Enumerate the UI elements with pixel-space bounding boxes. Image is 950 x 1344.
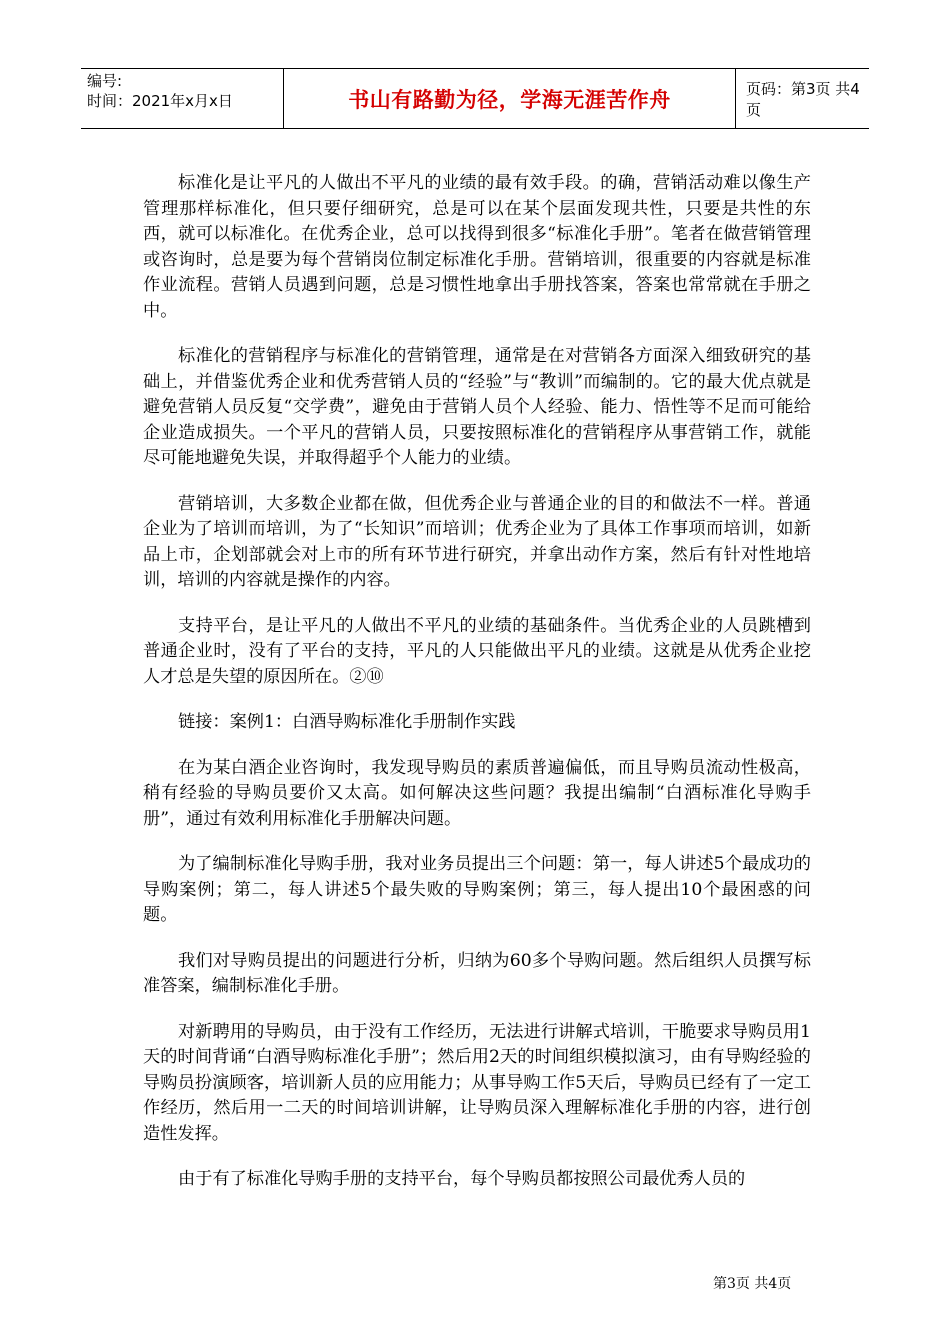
- document-number-label: 编号:: [87, 72, 123, 90]
- header-page-cell: [736, 69, 869, 128]
- header-motto-cell: [284, 69, 736, 128]
- footer-page-number: 第3页 共4页: [713, 1276, 792, 1292]
- header-page-label: 页码：第3页 共4页: [746, 79, 860, 119]
- header-motto: 书山有路勤为径，学海无涯苦作舟: [348, 87, 671, 112]
- document-body: [143, 171, 811, 1213]
- page-header: [81, 68, 869, 129]
- body-paragraph: 我们对导购员提出的问题进行分析，归纳为60多个导购问题。然后组织人员撰写标准答案，编制标准化手册。: [143, 950, 811, 996]
- document-time-label: 时间：2021年x月x日: [87, 92, 233, 110]
- body-paragraph: 标准化的营销程序与标准化的营销管理，通常是在对营销各方面深入细致研究的基础上，并借鉴优秀企业和优秀营销人员的“经验”与“教训”而编制的。它的最大优点就是避免营销人员反复“交学费”，避免由于营销人员个人经验、能力、悟性等不足而可能给企业造成损失。一个平凡的营销人员，只要按照标准化的营销程序从事营销工作，就能尽可能地避免失误，并取得超乎个人能力的业绩。: [143, 346, 811, 468]
- body-paragraph: 标准化是让平凡的人做出不平凡的业绩的最有效手段。的确，营销活动难以像生产管理那样标准化，但只要仔细研究，总是可以在某个层面发现共性，只要是共性的东西，就可以标准化。在优秀企业，总可以找得到很多“标准化手册”。笔者在做营销管理或咨询时，总是要为每个营销岗位制定标准化手册。营销培训，很重要的内容就是标准作业流程。营销人员遇到问题，总是习惯性地拿出手册找答案，答案也常常就在手册之中。: [143, 173, 811, 321]
- body-paragraph: 对新聘用的导购员，由于没有工作经历，无法进行讲解式培训，干脆要求导购员用1天的时间背诵“白酒导购标准化手册”；然后用2天的时间组织模拟演习，由有导购经验的导购员扮演顾客，培训新人员的应用能力；从事导购工作5天后，导购员已经有了一定工作经历，然后用一二天的时间培训讲解，让导购员深入理解标准化手册的内容，进行创造性发挥。: [143, 1021, 811, 1144]
- body-paragraph: 营销培训，大多数企业都在做，但优秀企业与普通企业的目的和做法不一样。普通企业为了培训而培训，为了“长知识”而培训；优秀企业为了具体工作事项而培训，如新品上市，企划部就会对上市的所有环节进行研究，并拿出动作方案，然后有针对性地培训，培训的内容就是操作的内容。: [143, 493, 811, 590]
- body-paragraph: 为了编制标准化导购手册，我对业务员提出三个问题：第一，每人讲述5个最成功的导购案例；第二，每人讲述5个最失败的导购案例；第三，每人提出10个最困惑的问题。: [143, 854, 811, 925]
- header-meta-cell: [81, 69, 284, 128]
- case-link-heading: 链接：案例1：白酒导购标准化手册制作实践: [178, 712, 516, 732]
- body-paragraph: 支持平台，是让平凡的人做出不平凡的业绩的基础条件。当优秀企业的人员跳槽到普通企业时，没有了平台的支持，平凡的人只能做出平凡的业绩。这就是从优秀企业挖人才总是失望的原因所在。②⑩: [143, 615, 811, 687]
- page-footer: [713, 1273, 791, 1293]
- body-paragraph: 由于有了标准化导购手册的支持平台，每个导购员都按照公司最优秀人员的: [178, 1169, 746, 1189]
- body-paragraph: 在为某白酒企业咨询时，我发现导购员的素质普遍偏低，而且导购员流动性极高，稍有经验的导购员要价又太高。如何解决这些问题？我提出编制“白酒标准化导购手册”，通过有效利用标准化手册解决问题。: [143, 757, 811, 829]
